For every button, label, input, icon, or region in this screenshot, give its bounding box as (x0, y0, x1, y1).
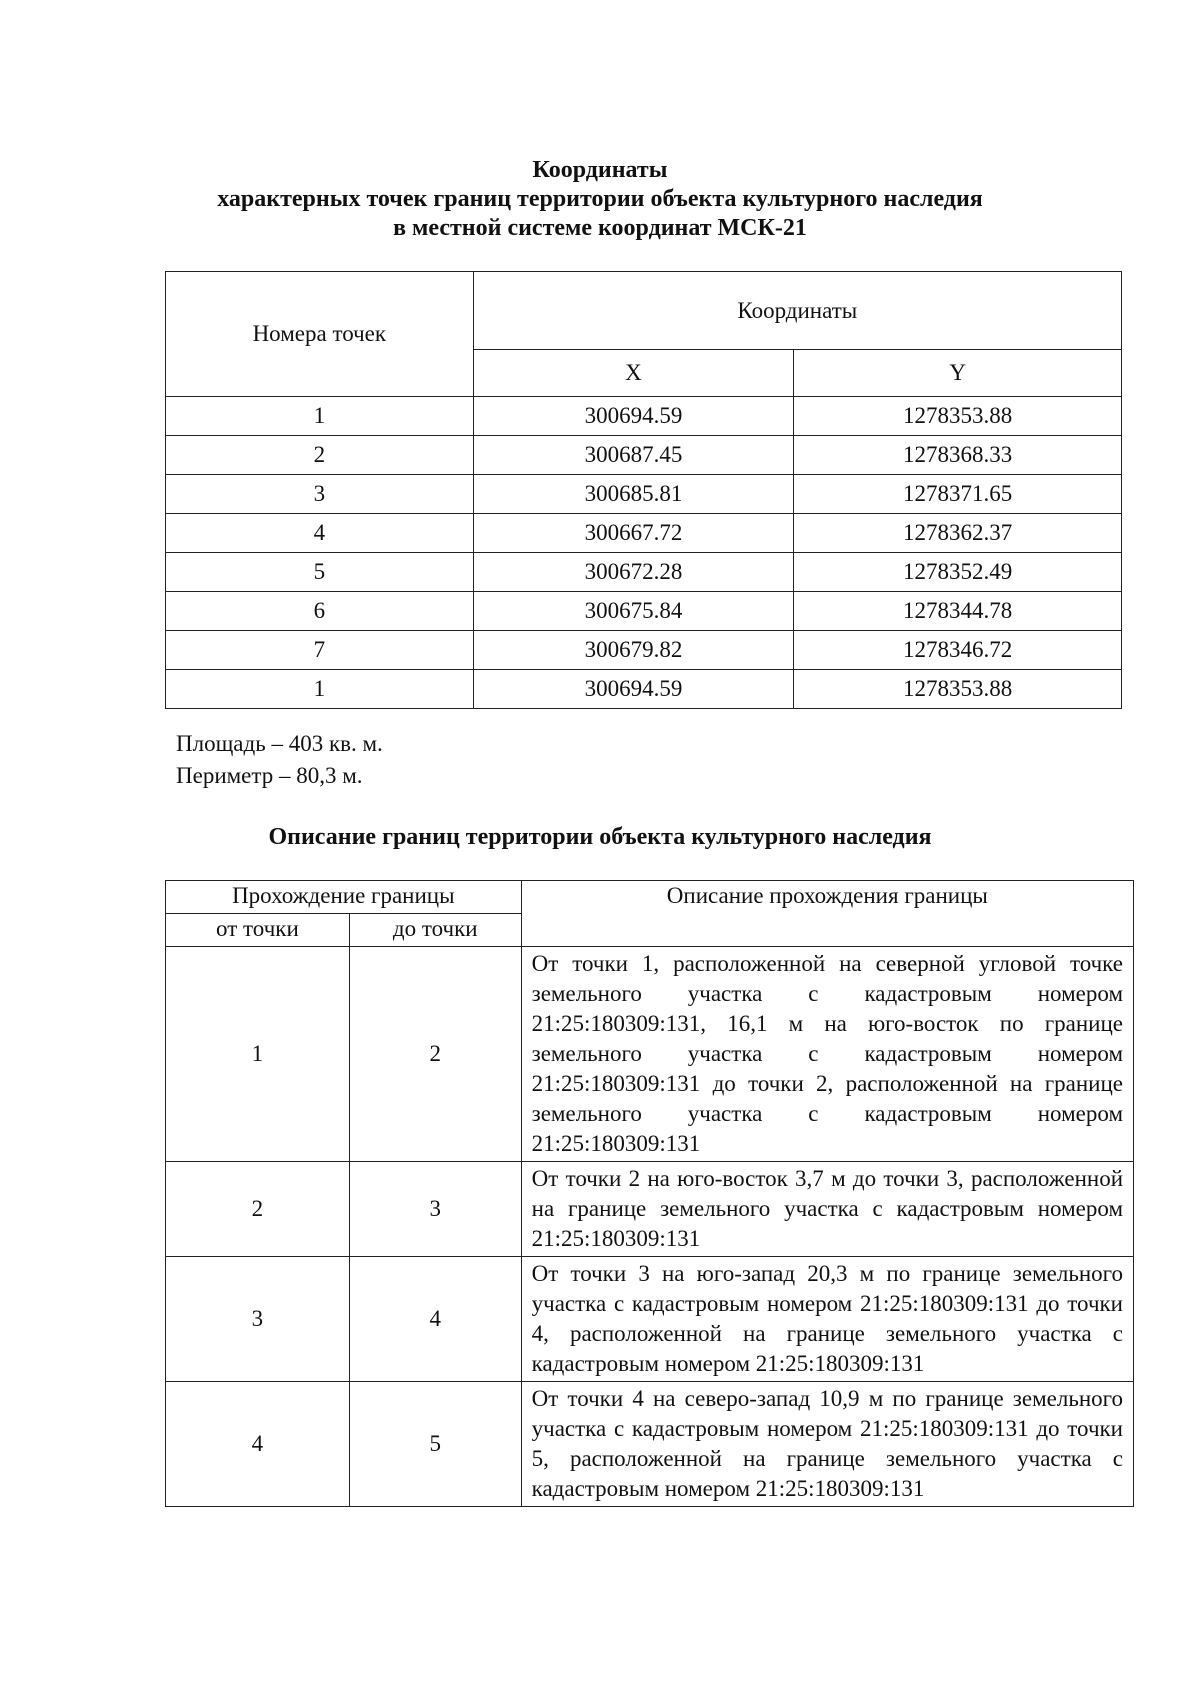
y-value: 1278346.72 (794, 631, 1122, 670)
header-boundary-passage: Прохождение границы (166, 881, 522, 914)
point-number: 3 (166, 475, 474, 514)
header-passage-description: Описание прохождения границы (521, 881, 1133, 947)
point-number: 7 (166, 631, 474, 670)
area-text: Площадь – 403 кв. м. (176, 731, 383, 756)
point-number: 4 (166, 514, 474, 553)
y-value: 1278368.33 (794, 436, 1122, 475)
table-row (166, 514, 1122, 553)
table-row (166, 670, 1122, 709)
header-point-numbers: Номера точек (166, 272, 474, 397)
table-row (166, 397, 1122, 436)
coordinates-title (0, 156, 1200, 243)
from-point: 3 (166, 1257, 350, 1382)
table-row (166, 436, 1122, 475)
table-row (166, 1162, 1134, 1257)
description-title: Описание границ территории объекта культурного наследия (268, 824, 932, 850)
y-value: 1278362.37 (794, 514, 1122, 553)
x-value: 300675.84 (473, 592, 794, 631)
point-number: 1 (166, 670, 474, 709)
y-value: 1278353.88 (794, 397, 1122, 436)
header-to-point: до точки (349, 914, 521, 947)
from-point: 4 (166, 1382, 350, 1507)
point-number: 2 (166, 436, 474, 475)
y-value: 1278344.78 (794, 592, 1122, 631)
boundary-description-table (165, 880, 1134, 1507)
to-point: 4 (349, 1257, 521, 1382)
passage-description: От точки 4 на северо-запад 10,9 м по границе земельного участка с кадастровым номером 21:25:180309:131 до точки 5, расположенной на границе земельного участка с кадастровым номером 21:25:180309:131 (521, 1382, 1133, 1507)
point-number: 6 (166, 592, 474, 631)
coordinates-table (165, 271, 1122, 709)
table-row (166, 475, 1122, 514)
header-x: X (473, 350, 794, 397)
from-point: 1 (166, 947, 350, 1162)
title-line-1: Координаты (532, 157, 668, 183)
table-row (166, 1257, 1134, 1382)
table-row (166, 553, 1122, 592)
x-value: 300667.72 (473, 514, 794, 553)
passage-description: От точки 1, расположенной на северной угловой точке земельного участка с кадастровым номером 21:25:180309:131, 16,1 м на юго-восток по границе земельного участка с кадастровым номером 21:25:180309:131 до точки 2, расположенной на границе земельного участка с кадастровым номером 21:25:180309:131 (521, 947, 1133, 1162)
table-row (166, 592, 1122, 631)
from-point: 2 (166, 1162, 350, 1257)
x-value: 300685.81 (473, 475, 794, 514)
passage-description: От точки 2 на юго-восток 3,7 м до точки 3, расположенной на границе земельного участка с кадастровым номером 21:25:180309:131 (521, 1162, 1133, 1257)
x-value: 300694.59 (473, 670, 794, 709)
point-number: 5 (166, 553, 474, 592)
to-point: 3 (349, 1162, 521, 1257)
y-value: 1278353.88 (794, 670, 1122, 709)
header-from-point: от точки (166, 914, 350, 947)
header-y: Y (794, 350, 1122, 397)
header-coordinates: Координаты (473, 272, 1121, 350)
point-number: 1 (166, 397, 474, 436)
x-value: 300694.59 (473, 397, 794, 436)
perimeter-text: Периметр – 80,3 м. (176, 763, 363, 788)
table-row (166, 631, 1122, 670)
x-value: 300679.82 (473, 631, 794, 670)
to-point: 2 (349, 947, 521, 1162)
to-point: 5 (349, 1382, 521, 1507)
table-row (166, 1382, 1134, 1507)
title-line-3: в местной системе координат МСК-21 (393, 215, 807, 241)
x-value: 300672.28 (473, 553, 794, 592)
x-value: 300687.45 (473, 436, 794, 475)
y-value: 1278371.65 (794, 475, 1122, 514)
table-row (166, 947, 1134, 1162)
title-line-2: характерных точек границ территории объекта культурного наследия (217, 186, 983, 212)
area-perimeter-summary (176, 728, 383, 792)
passage-description: От точки 3 на юго-запад 20,3 м по границе земельного участка с кадастровым номером 21:25:180309:131 до точки 4, расположенной на границе земельного участка с кадастровым номером 21:25:180309:131 (521, 1257, 1133, 1382)
y-value: 1278352.49 (794, 553, 1122, 592)
